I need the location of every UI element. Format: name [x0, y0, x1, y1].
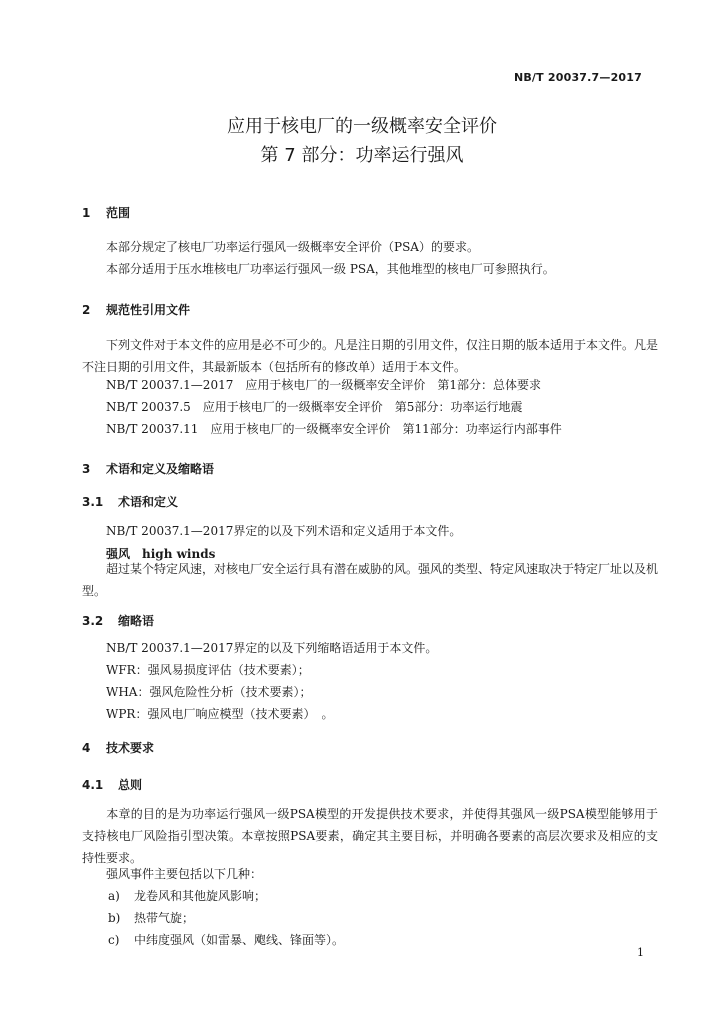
section-1-paragraph-1: 本部分规定了核电厂功率运行强风一级概率安全评价（PSA）的要求。	[106, 240, 479, 254]
reference-item-1: NB/T 20037.1—2017 应用于核电厂的一级概率安全评价 第1部分：总体要求	[106, 378, 541, 392]
event-list-intro: 强风事件主要包括以下几种：	[106, 867, 263, 881]
abbreviation-item-wha: WHA：强风危险性分析（技术要素）；	[106, 685, 312, 699]
section-4-title: 技术要求	[106, 741, 155, 755]
document-title	[0, 112, 724, 170]
section-1-title: 范围	[106, 206, 131, 220]
section-3-1-intro: NB/T 20037.1—2017界定的以及下列术语和定义适用于本文件。	[106, 524, 462, 538]
section-3-2-intro: NB/T 20037.1—2017界定的以及下列缩略语适用于本文件。	[106, 641, 438, 655]
section-4-heading	[82, 739, 154, 756]
reference-item-3: NB/T 20037.11 应用于核电厂的一级概率安全评价 第11部分：功率运行内部事件	[106, 422, 562, 436]
list-item	[108, 907, 194, 929]
section-2-intro	[82, 334, 658, 378]
list-item	[108, 885, 266, 907]
section-4-1-heading	[82, 776, 142, 793]
section-3-title: 术语和定义及缩略语	[106, 462, 215, 476]
section-4-1-paragraph-text: 本章的目的是为功率运行强风一级PSA模型的开发提供技术要求，并使得其强风一级PSA模型能够用于支持核电厂风险指引型决策。本章按照PSA要素，确定其主要目标，并明确各要素的高层次要求及相应的支持性要求。	[82, 807, 658, 865]
section-4-1-number: 4.1	[82, 778, 104, 792]
section-4-number: 4	[82, 741, 91, 755]
abbreviation-item-wpr: WPR：强风电厂响应模型（技术要素） 。	[106, 707, 334, 721]
section-3-1-number: 3.1	[82, 495, 104, 509]
term-definition	[82, 558, 658, 602]
document-code: NB/T 20037.7—2017	[513, 71, 642, 84]
section-3-number: 3	[82, 462, 91, 476]
term-chinese: 强风	[106, 547, 131, 561]
section-2-number: 2	[82, 303, 91, 317]
section-1-heading	[82, 204, 130, 221]
section-3-2-heading	[82, 612, 154, 629]
section-2-intro-text: 下列文件对于本文件的应用是必不可少的。凡是注日期的引用文件，仅注日期的版本适用于本文件。凡是不注日期的引用文件，其最新版本（包括所有的修改单）适用于本文件。	[82, 338, 659, 374]
section-3-1-heading	[82, 493, 178, 510]
section-2-title: 规范性引用文件	[106, 303, 191, 317]
list-item-text: 热带气旋；	[134, 911, 195, 925]
section-3-2-title: 缩略语	[118, 614, 155, 628]
section-3-2-number: 3.2	[82, 614, 104, 628]
section-1-paragraph-2: 本部分适用于压水堆核电厂功率运行强风一级 PSA，其他堆型的核电厂可参照执行。	[106, 262, 555, 276]
section-3-heading	[82, 460, 214, 477]
reference-item-2: NB/T 20037.5 应用于核电厂的一级概率安全评价 第5部分：功率运行地震	[106, 400, 523, 414]
section-2-heading	[82, 301, 190, 318]
section-3-1-title: 术语和定义	[118, 495, 179, 509]
section-1-number: 1	[82, 206, 91, 220]
list-marker: a)	[108, 889, 120, 903]
section-4-1-paragraph	[82, 803, 658, 869]
list-item-text: 中纬度强风（如雷暴、飑线、锋面等）。	[134, 933, 345, 947]
term-english: high winds	[142, 547, 216, 561]
title-line-1: 应用于核电厂的一级概率安全评价	[227, 116, 497, 137]
title-line-2: 第 7 部分：功率运行强风	[260, 145, 464, 166]
list-marker: b)	[108, 911, 121, 925]
section-4-1-title: 总则	[118, 778, 143, 792]
list-item-text: 龙卷风和其他旋风影响；	[134, 889, 267, 903]
term-definition-text: 超过某个特定风速，对核电厂安全运行具有潜在威胁的风。强风的类型、特定风速取决于特定厂址以及机型。	[82, 562, 659, 598]
list-item	[108, 929, 344, 951]
abbreviation-item-wfr: WFR：强风易损度评估（技术要素）；	[106, 663, 310, 677]
list-marker: c)	[108, 933, 120, 947]
page-number: 1	[637, 946, 644, 959]
